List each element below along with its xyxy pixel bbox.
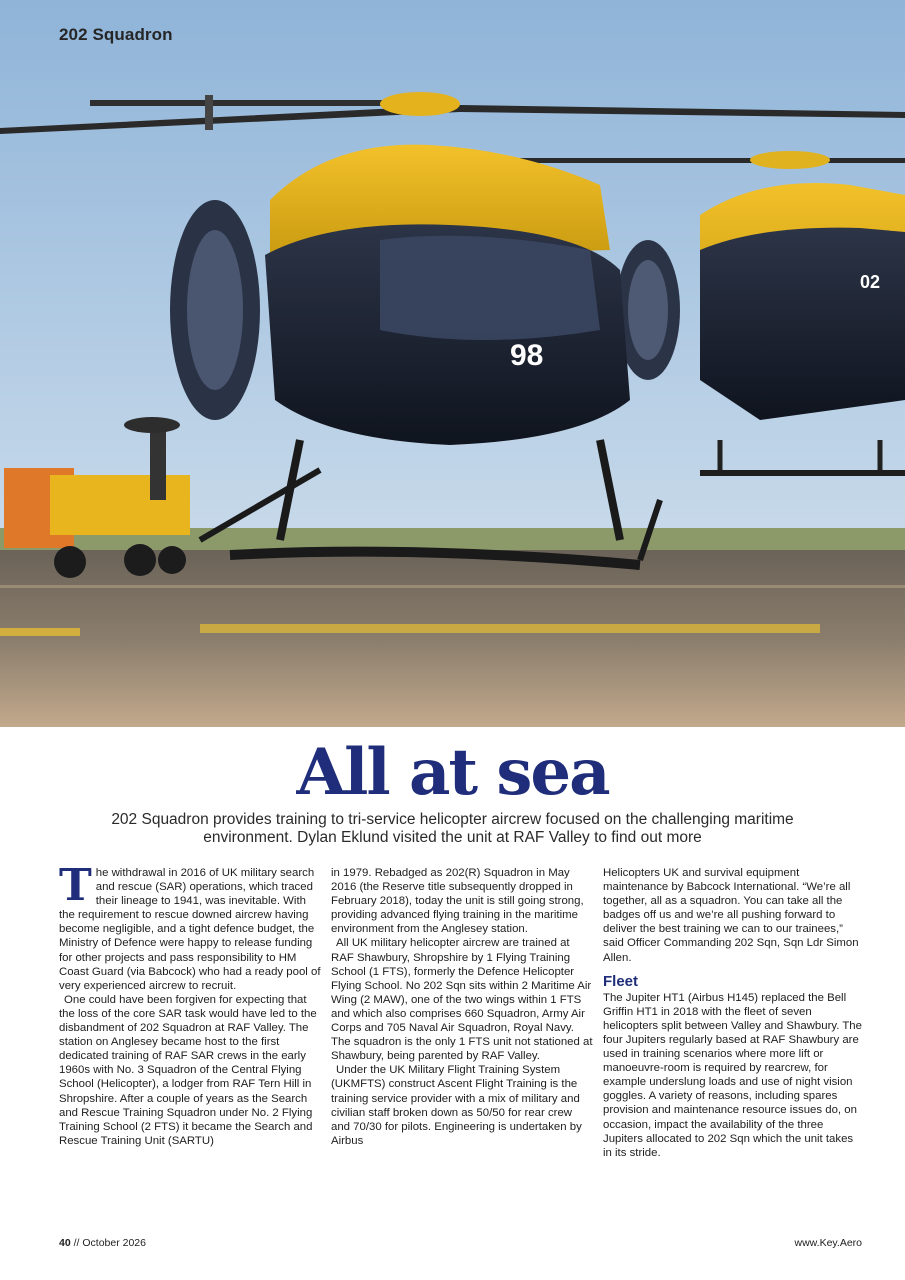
paragraph: The Jupiter HT1 (Airbus H145) replaced the Bell Griffin HT1 in 2018 with the fleet of seven helicopters split between Valley and Shawbury. The four Jupiters regularly based at RAF Shawbury are used in training scenarios where more lift or manoeuvre-room is required by rearcrew, for example underslung loads and use of night vision goggles. A variety of reasons, including spares provision and maintenance resource issues do, on occasion, impact the availability of the three Jupiters allocated to 202 Sqn which the unit takes in its stride. — [603, 991, 862, 1159]
section-tag: 202 Squadron — [59, 25, 173, 44]
article-column-1 — [59, 860, 321, 1148]
paragraph: Helicopters UK and survival equipment maintenance by Babcock International. “We’re all together, all as a squadron. You can take all the badges off us and we’re all pushing forward to deliver the best training we can to our trainees,” said Officer Commanding 202 Sqn, Sqn Ldr Simon Allen. — [603, 867, 859, 964]
issue-date: October 2026 — [82, 1237, 146, 1249]
website-url[interactable]: www.Key.Aero — [794, 1237, 862, 1249]
article-column-2 — [331, 866, 593, 1148]
svg-text:02: 02 — [860, 272, 881, 292]
paragraph — [59, 860, 321, 993]
paragraph: All UK military helicopter aircrew are trained at RAF Shawbury, Shropshire by 1 Flying Training School (1 FTS), formerly the Defence Helicopter Flying School. No 202 Sqn sits within 2 Maritime Air Wing (2 MAW), one of the two wings within 1 FTS and which also comprises 660 Squadron, Army Air Corps and 705 Naval Air Squadron, Royal Navy. The squadron is the only 1 FTS unit not stationed at Shawbury, being parented by RAF Valley. — [331, 937, 593, 1063]
page-number: 40 — [59, 1237, 71, 1249]
paragraph: One could have been forgiven for expecting that the loss of the core SAR task would have led to the disbandment of 202 Squadron at RAF Valley. The station on Anglesey became host to the first dedicated training of RAF SAR crews in the early 1960s with No. 3 Squadron of the Central Flying School (Helicopter), a lodger from RAF Tern Hill in Shropshire. After a couple of years as the Search and Rescue Training Squadron under No. 2 Flying Training School (2 FTS) it became the Search and Rescue Training Unit (SARTU) — [59, 993, 317, 1147]
article-column-3 — [603, 866, 865, 1160]
paragraph: in 1979. Rebadged as 202(R) Squadron in May 2016 (the Reserve title subsequently dropped in February 2018), today the unit is still going strong, providing advanced flying training in the maritime environment from the Anglesey station. — [331, 867, 584, 936]
subheading-fleet: Fleet — [603, 972, 639, 990]
drop-cap: T — [59, 860, 92, 911]
paragraph: Under the UK Military Flight Training System (UKMFTS) construct Ascent Flight Training is the training service provider with a mix of military and civilian staff broken down as 50/50 for rear crew and 70/30 for pilots. Engineering is undertaken by Airbus — [331, 1064, 582, 1147]
page-folio — [59, 1237, 146, 1249]
article-standfirst: 202 Squadron provides training to tri-service helicopter aircrew focused on the challenging maritime environment. Dylan Eklund visited the unit at RAF Valley to find out more — [111, 811, 794, 846]
paragraph-text: he withdrawal in 2016 of UK military search and rescue (SAR) operations, which traced their lineage to 1941, was inevitable. With the requirement to rescue downed aircrew having become negligible, and a tight defence budget, the Ministry of Defence were happy to release funding for other projects and pass responsibility to HM Coast Guard (via Babcock) who had a ready pool of very experienced aircrew to recruit. — [59, 867, 321, 992]
folio-separator: // — [70, 1237, 83, 1249]
svg-text:98: 98 — [510, 339, 544, 372]
article-headline: All at sea — [296, 735, 609, 810]
